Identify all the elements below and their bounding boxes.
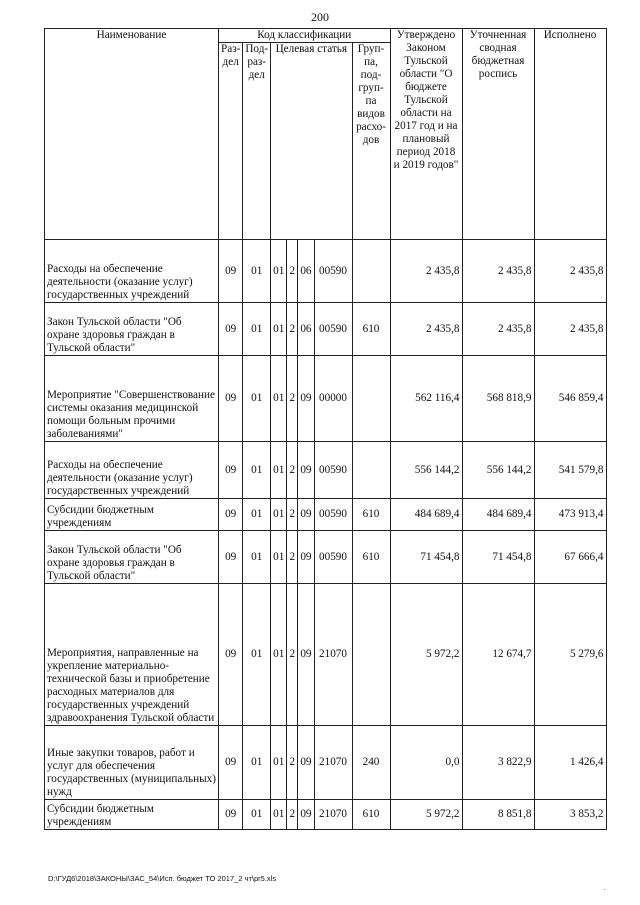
header-razdel: Раз-дел xyxy=(219,43,243,240)
row-executed: 546 859,4 xyxy=(534,356,606,442)
row-refined: 484 689,4 xyxy=(462,499,534,531)
row-target-direction: 00590 xyxy=(314,499,352,531)
row-refined: 2 435,8 xyxy=(462,303,534,356)
row-refined: 2 435,8 xyxy=(462,240,534,303)
row-name: Расходы на обеспечение деятельности (оказание услуг) государственных учреждений xyxy=(45,442,219,499)
row-target-subprogram: 2 xyxy=(287,726,298,800)
row-target-direction: 21070 xyxy=(314,726,352,800)
row-group: 610 xyxy=(352,800,390,830)
row-group xyxy=(352,442,390,499)
row-refined: 71 454,8 xyxy=(462,531,534,584)
header-target: Целевая статья xyxy=(271,43,352,240)
row-target-direction: 00590 xyxy=(314,442,352,499)
row-razdel: 09 xyxy=(219,499,243,531)
row-target-direction: 00590 xyxy=(314,531,352,584)
row-group: 610 xyxy=(352,531,390,584)
row-razdel: 09 xyxy=(219,584,243,726)
row-target-event: 06 xyxy=(298,240,314,303)
row-target-program: 01 xyxy=(271,240,287,303)
row-target-event: 09 xyxy=(298,800,314,830)
row-executed: 67 666,4 xyxy=(534,531,606,584)
row-executed: 2 435,8 xyxy=(534,303,606,356)
row-target-subprogram: 2 xyxy=(287,499,298,531)
row-name: Иные закупки товаров, работ и услуг для обеспечения государственных (муниципальных) нужд xyxy=(45,726,219,800)
row-target-program: 01 xyxy=(271,356,287,442)
row-target-program: 01 xyxy=(271,499,287,531)
row-podrazdel: 01 xyxy=(243,356,271,442)
row-approved: 556 144,2 xyxy=(390,442,462,499)
row-name: Закон Тульской области "Об охране здоровья граждан в Тульской области" xyxy=(45,531,219,584)
row-group xyxy=(352,240,390,303)
page-number: 200 xyxy=(311,10,329,24)
row-target-subprogram: 2 xyxy=(287,240,298,303)
row-target-program: 01 xyxy=(271,800,287,830)
row-name: Мероприятие "Совершенствование системы оказания медицинской помощи больным прочими заболеваниями" xyxy=(45,356,219,442)
header-executed: Исполнено xyxy=(534,29,606,240)
table-row xyxy=(45,800,607,830)
row-podrazdel: 01 xyxy=(243,499,271,531)
row-approved: 2 435,8 xyxy=(390,240,462,303)
row-target-subprogram: 2 xyxy=(287,800,298,830)
row-executed: 2 435,8 xyxy=(534,240,606,303)
row-name: Расходы на обеспечение деятельности (оказание услуг) государственных учреждений xyxy=(45,240,219,303)
row-razdel: 09 xyxy=(219,303,243,356)
row-podrazdel: 01 xyxy=(243,303,271,356)
row-target-subprogram: 2 xyxy=(287,531,298,584)
row-target-program: 01 xyxy=(271,531,287,584)
row-target-direction: 00000 xyxy=(314,356,352,442)
table-row xyxy=(45,531,607,584)
row-target-program: 01 xyxy=(271,442,287,499)
row-target-event: 06 xyxy=(298,303,314,356)
row-executed: 5 279,6 xyxy=(534,584,606,726)
row-podrazdel: 01 xyxy=(243,442,271,499)
row-target-event: 09 xyxy=(298,499,314,531)
row-target-subprogram: 2 xyxy=(287,442,298,499)
row-podrazdel: 01 xyxy=(243,240,271,303)
row-approved: 484 689,4 xyxy=(390,499,462,531)
row-target-direction: 00590 xyxy=(314,240,352,303)
table-row xyxy=(45,303,607,356)
header-code-group: Код классификации xyxy=(219,29,391,43)
row-refined: 3 822,9 xyxy=(462,726,534,800)
row-name: Субсидии бюджетным учреждениям xyxy=(45,499,219,531)
row-target-subprogram: 2 xyxy=(287,356,298,442)
row-razdel: 09 xyxy=(219,531,243,584)
row-executed: 3 853,2 xyxy=(534,800,606,830)
row-target-event: 09 xyxy=(298,356,314,442)
table-row xyxy=(45,499,607,531)
table-row xyxy=(45,356,607,442)
row-razdel: 09 xyxy=(219,800,243,830)
row-group xyxy=(352,356,390,442)
budget-table xyxy=(44,28,607,830)
row-target-direction: 21070 xyxy=(314,800,352,830)
row-target-event: 09 xyxy=(298,531,314,584)
row-target-program: 01 xyxy=(271,303,287,356)
row-group: 240 xyxy=(352,726,390,800)
row-razdel: 09 xyxy=(219,356,243,442)
row-podrazdel: 01 xyxy=(243,800,271,830)
row-podrazdel: 01 xyxy=(243,584,271,726)
row-approved: 562 116,4 xyxy=(390,356,462,442)
corner-mark: . xyxy=(604,884,606,892)
row-group xyxy=(352,584,390,726)
row-target-direction: 21070 xyxy=(314,584,352,726)
header-podrazdel: Под-раз-дел xyxy=(243,43,271,240)
row-refined: 556 144,2 xyxy=(462,442,534,499)
row-name: Закон Тульской области "Об охране здоровья граждан в Тульской области" xyxy=(45,303,219,356)
row-approved: 5 972,2 xyxy=(390,584,462,726)
row-podrazdel: 01 xyxy=(243,726,271,800)
row-razdel: 09 xyxy=(219,240,243,303)
header-group: Груп-па, под-груп-па видов расхо-дов xyxy=(352,43,390,240)
row-target-program: 01 xyxy=(271,726,287,800)
row-target-direction: 00590 xyxy=(314,303,352,356)
row-razdel: 09 xyxy=(219,726,243,800)
table-row xyxy=(45,726,607,800)
row-approved: 0,0 xyxy=(390,726,462,800)
header-approved: Утверждено Законом Тульской области "О бюджете Тульской области на 2017 год и на плановый период 2018 и 2019 годов" xyxy=(390,29,462,240)
row-refined: 8 851,8 xyxy=(462,800,534,830)
row-refined: 568 818,9 xyxy=(462,356,534,442)
header-refined: Уточненная сводная бюджетная роспись xyxy=(462,29,534,240)
row-name: Субсидии бюджетным учреждениям xyxy=(45,800,219,830)
row-podrazdel: 01 xyxy=(243,531,271,584)
row-group: 610 xyxy=(352,499,390,531)
row-target-event: 09 xyxy=(298,726,314,800)
row-target-program: 01 xyxy=(271,584,287,726)
table-row xyxy=(45,584,607,726)
header-name: Наименование xyxy=(45,29,219,240)
row-executed: 541 579,8 xyxy=(534,442,606,499)
row-target-event: 09 xyxy=(298,584,314,726)
row-approved: 2 435,8 xyxy=(390,303,462,356)
row-refined: 12 674,7 xyxy=(462,584,534,726)
row-group: 610 xyxy=(352,303,390,356)
row-target-event: 09 xyxy=(298,442,314,499)
row-approved: 71 454,8 xyxy=(390,531,462,584)
table-row xyxy=(45,442,607,499)
row-razdel: 09 xyxy=(219,442,243,499)
row-target-subprogram: 2 xyxy=(287,303,298,356)
row-approved: 5 972,2 xyxy=(390,800,462,830)
row-executed: 1 426,4 xyxy=(534,726,606,800)
row-target-subprogram: 2 xyxy=(287,584,298,726)
file-path: D:\ГУД6\2018\ЗАКОНЫ\ЗАС_54\Исп. бюджет ТО 2017_2 чт\pr5.xls xyxy=(48,874,277,883)
row-executed: 473 913,4 xyxy=(534,499,606,531)
row-name: Мероприятия, направленные на укрепление материально-технической базы и приобретение расходных материалов для государственных учреждений здравоохранения Тульской области xyxy=(45,584,219,726)
table-row xyxy=(45,240,607,303)
